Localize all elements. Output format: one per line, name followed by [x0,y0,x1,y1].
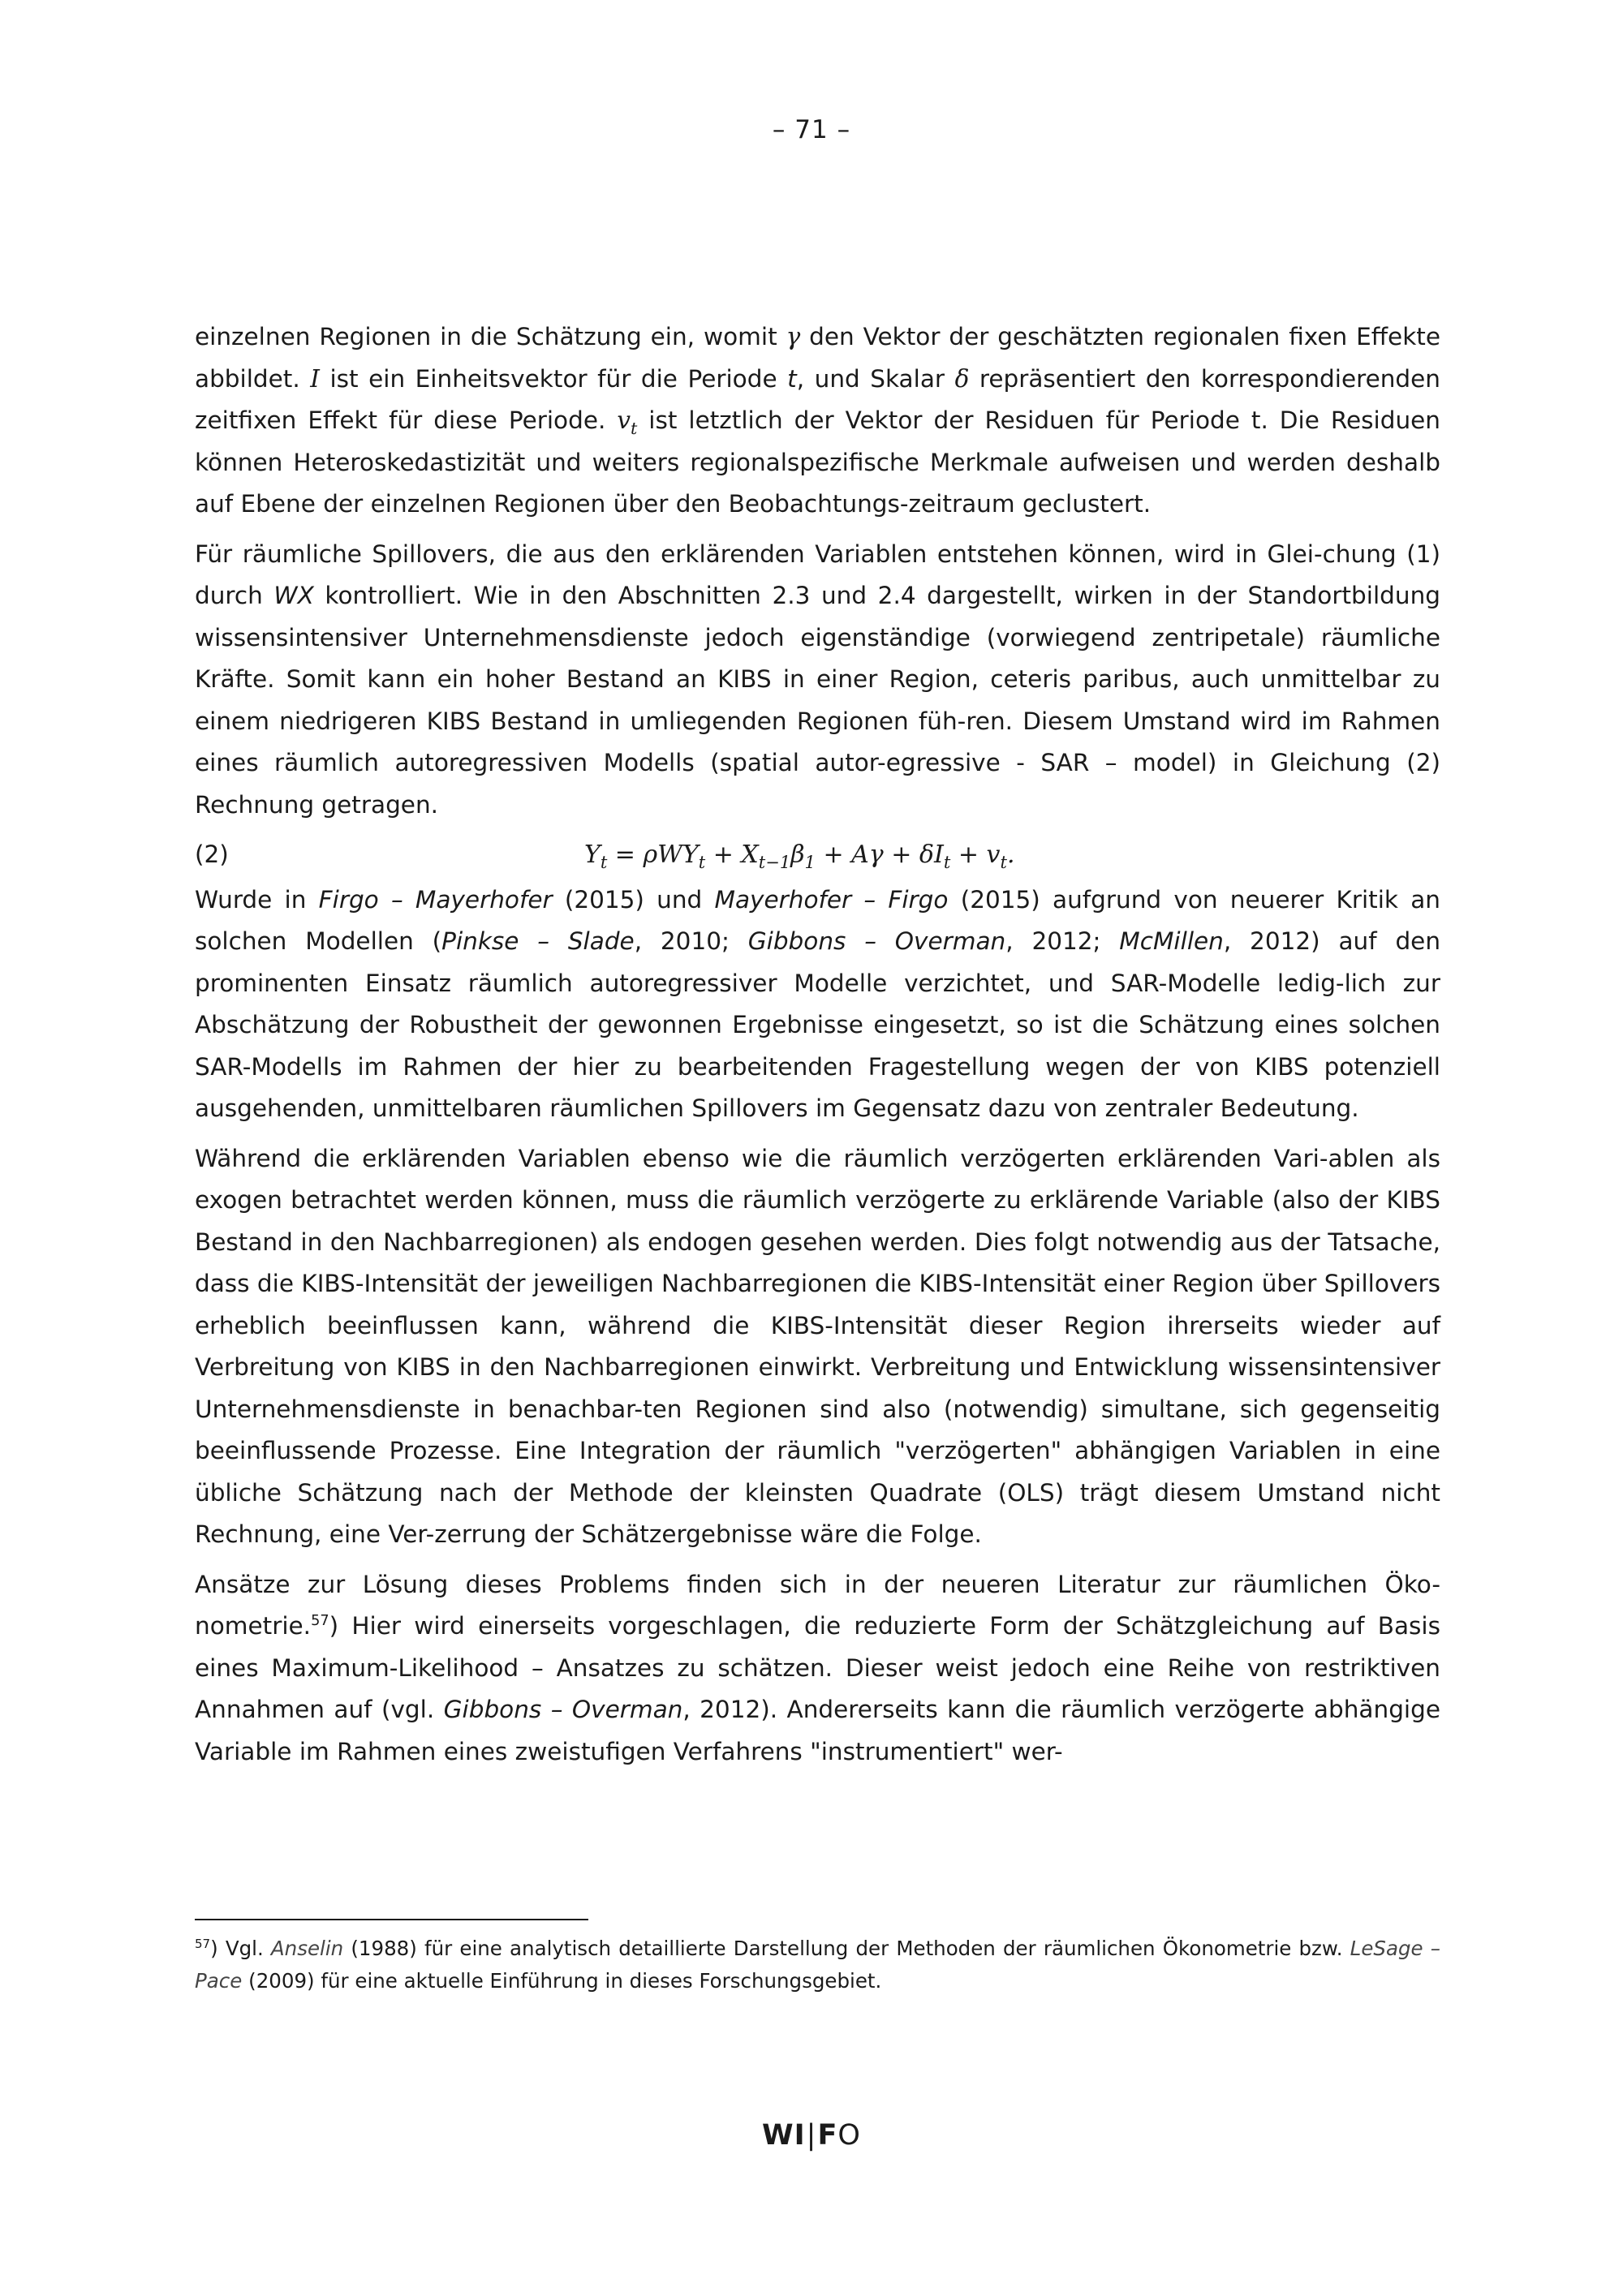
wifo-logo: WI|FO [762,2119,861,2152]
paragraph-2: Für räumliche Spillovers, die aus den erklärenden Variablen entstehen können, wird in Glei-chung (1) durch WX kontrolliert. Wie in den Abschnitten 2.3 und 2.4 dargestellt, wirken in der Standortbildung wissensintensiver Unternehmensdienste jedoch eigenständige (vorwiegend zentripetale) räumliche Kräfte. Somit kann ein hoher Bestand an KIBS in einer Region, ceteris paribus, auch unmittelbar zu einem niedrigeren KIBS Bestand in umliegenden Regionen füh-ren. Diesem Umstand wird im Rahmen eines räumlich autoregressiven Modells (spatial autor-egressive - SAR – model) in Gleichung (2) Rechnung getragen. [195,540,1440,819]
paragraph-4: Während die erklärenden Variablen ebenso wie die räumlich verzögerten erklärenden Vari-ablen als exogen betrachtet werden können, muss die räumlich verzögerte zu erklärende Variable (also der KIBS Bestand in den Nachbarregionen) als endogen gesehen werden. Dies folgt notwendig aus der Tatsache, dass die KIBS-Intensität der jeweiligen Nachbarregionen die KIBS-Intensität einer Region über Spillovers erheblich beeinflussen kann, während die KIBS-Intensität dieser Region ihrerseits wieder auf Verbreitung von KIBS in den Nachbarregionen einwirkt. Verbreitung und Entwicklung wissensintensiver Unternehmensdienste in benachbar-ten Regionen sind also (notwendig) simultane, sich gegenseitig beeinflussende Prozesse. Eine Integration der räumlich "verzögerten" abhängigen Variablen in eine übliche Schätzung nach der Methode der kleinsten Quadrate (OLS) trägt diesem Umstand nicht Rechnung, eine Ver-zerrung der Schätzergebnisse wäre die Folge. [195,1144,1440,1548]
footnote-57: $^{57}$) Vgl. Anselin (1988) für eine analytisch detaillierte Darstellung der Methoden der räumlichen Ökonometrie bzw. LeSage – Pace (2009) für eine aktuelle Einführung in dieses Forschungsgebiet. [195,1936,1441,1993]
body-text [195,316,1440,1781]
equation-2 [195,834,1440,876]
footnote-reference[interactable]: 57 [311,1613,329,1630]
paragraph-1: einzelnen Regionen in die Schätzung ein, womit γ den Vektor der geschätzten regionalen fixen Effekte abbildet. I ist ein Einheitsvektor für die Periode t, und Skalar δ repräsentiert den korrespondierenden zeitfixen Effekt für diese Periode. $v_t$ ist letztlich der Vektor der Residuen für Periode t. Die Residuen können Heteroskedastizität und weiters regionalspezifische Merkmale aufweisen und werden deshalb auf Ebene der einzelnen Regionen über den Beobachtungs-zeitraum geclustert. [195,323,1441,518]
paragraph-3: Wurde in Firgo – Mayerhofer (2015) und Mayerhofer – Firgo (2015) aufgrund von neuerer Kritik an solchen Modellen (Pinkse – Slade, 2010; Gibbons – Overman, 2012; McMillen, 2012) auf den prominenten Einsatz räumlich autoregressiver Modelle verzichtet, und SAR-Modelle ledig-lich zur Abschätzung der Robustheit der gewonnen Ergebnisse eingesetzt, so ist die Schätzung eines solchen SAR-Modells im Rahmen der hier zu bearbeitenden Fragestellung wegen der von KIBS potenziell ausgehenden, unmittelbaren räumlichen Spillovers im Gegensatz dazu von zentraler Bedeutung. [195,885,1441,1122]
footnote-divider [195,1919,588,1920]
page-number: – 71 – [772,115,851,144]
equation-label: (2) [195,841,229,868]
footnote-number: 57 [195,1936,211,1951]
equation-formula: $Y_t = \rho WY_t + X_{t-1}\beta_1 + A\gamma + \delta I_t + v_t$. [584,841,1015,872]
paragraph-5: Ansätze zur Lösung dieses Problems finden sich in der neueren Literatur zur räumlichen Öko-nometrie.$^{57}$) Hier wird einerseits vorgeschlagen, die reduzierte Form der Schätzgleichung auf Basis eines Maximum-Likelihood – Ansatzes zu schätzen. Dieser weist jedoch eine Reihe von restriktiven Annahmen auf (vgl. Gibbons – Overman, 2012). Andererseits kann die räumlich verzögerte abhängige Variable im Rahmen eines zweistufigen Verfahrens "instrumentiert" wer- [195,1570,1440,1765]
